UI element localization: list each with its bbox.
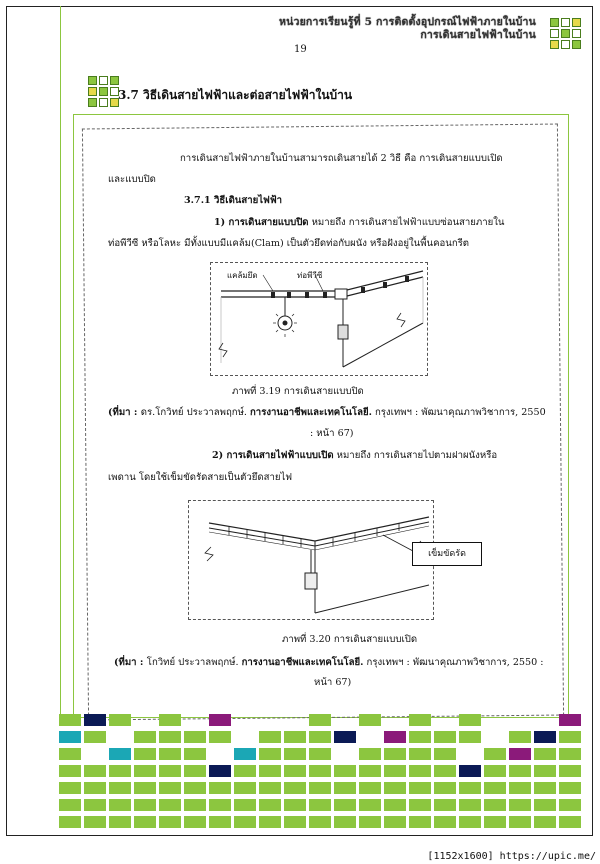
decorative-tile-pattern	[59, 712, 584, 834]
src1-book: การงานอาชีพและเทคโนโลยี.	[250, 407, 372, 418]
figure-open-wiring	[188, 500, 434, 620]
pattern-tile	[309, 782, 331, 794]
pattern-tile	[184, 731, 206, 743]
pattern-tile	[384, 765, 406, 777]
pattern-tile	[509, 731, 531, 743]
pattern-tile	[59, 799, 81, 811]
pattern-tile	[209, 765, 231, 777]
src1-author: ดร.โกวิทย์ ประวาลพฤกษ์.	[140, 407, 250, 418]
pattern-tile	[559, 714, 581, 726]
pattern-tile	[284, 782, 306, 794]
pattern-tile	[559, 748, 581, 760]
fig1-clamp-label: แคล้มยึด	[227, 271, 258, 280]
pattern-tile	[134, 799, 156, 811]
pattern-tile	[159, 816, 181, 828]
pattern-tile	[409, 765, 431, 777]
pattern-tile	[309, 731, 331, 743]
pattern-tile	[359, 799, 381, 811]
pattern-tile	[59, 731, 81, 743]
pattern-tile	[409, 748, 431, 760]
pattern-tile	[359, 748, 381, 760]
pattern-tile	[459, 799, 481, 811]
content-dashed-frame	[82, 124, 564, 721]
pattern-tile	[109, 816, 131, 828]
pattern-tile	[484, 816, 506, 828]
item1-line-1	[214, 216, 505, 230]
pattern-tile	[309, 748, 331, 760]
pattern-tile	[359, 782, 381, 794]
pattern-tile	[109, 748, 131, 760]
pattern-tile	[84, 816, 106, 828]
pattern-tile	[184, 799, 206, 811]
pattern-tile	[459, 782, 481, 794]
pattern-tile	[534, 799, 556, 811]
subheading: 3.7.1 วิธีเดินสายไฟฟ้า	[184, 195, 283, 206]
section-title: 3.7 วิธีเดินสายไฟฟ้าและต่อสายไฟฟ้าในบ้าน	[118, 88, 353, 102]
src1-rest: กรุงเทพฯ : พัฒนาคุณภาพวิชาการ, 2550	[371, 407, 546, 418]
pattern-tile	[84, 731, 106, 743]
pattern-tile	[159, 765, 181, 777]
watermark-text: [1152x1600] https://upic.me/	[427, 851, 596, 862]
pattern-tile	[559, 816, 581, 828]
src2-book: การงานอาชีพและเทคโนโลยี.	[241, 657, 364, 668]
header-unit-title: หน่วยการเรียนรู้ที่ 5 การติดตั้งอุปกรณ์ไฟฟ้าภายในบ้าน	[278, 16, 536, 28]
running-header	[279, 16, 536, 42]
item1-line-2: ท่อพีวีซี หรือโลหะ มีทั้งแบบมีแคล้ม(Clam) เป็นตัวยึดท่อกับผนัง หรือฝังอยู่ในพื้นคอนกรีต	[108, 238, 470, 249]
pattern-tile	[259, 816, 281, 828]
open-wiring-illustration	[189, 501, 433, 619]
pattern-tile	[509, 748, 531, 760]
pattern-tile	[134, 731, 156, 743]
pattern-tile	[184, 816, 206, 828]
pattern-tile	[309, 799, 331, 811]
section-logo-icon	[88, 76, 119, 107]
figure-3-19-source-tail: : หน้า 67)	[310, 428, 354, 439]
pattern-tile	[384, 799, 406, 811]
item2-line-2: เพดาน โดยใช้เข็มขัดรัดสายเป็นตัวยึดสายไฟ	[108, 472, 293, 483]
figure-3-19-source	[108, 406, 546, 420]
pattern-tile	[159, 748, 181, 760]
belt-clip-callout: เข็มขัดรัด	[412, 542, 482, 566]
pattern-tile	[259, 765, 281, 777]
pattern-tile	[259, 782, 281, 794]
pattern-tile	[459, 816, 481, 828]
pattern-tile	[384, 731, 406, 743]
pattern-tile	[309, 816, 331, 828]
pattern-tile	[359, 816, 381, 828]
pattern-tile	[334, 765, 356, 777]
intro-line-1: การเดินสายไฟฟ้าภายในบ้านสามารถเดินสายได้ 2 วิธี คือ การเดินสายแบบเปิด	[180, 153, 503, 164]
header-logo-icon	[550, 18, 581, 49]
src2-rest: กรุงเทพฯ : พัฒนาคุณภาพวิชาการ, 2550 :	[363, 657, 544, 668]
pattern-tile	[434, 799, 456, 811]
pattern-tile	[509, 765, 531, 777]
pattern-tile	[409, 731, 431, 743]
pattern-tile	[559, 799, 581, 811]
pattern-tile	[209, 731, 231, 743]
pattern-tile	[159, 799, 181, 811]
pattern-tile	[434, 816, 456, 828]
pattern-tile	[134, 748, 156, 760]
pattern-tile	[159, 731, 181, 743]
pattern-tile	[109, 782, 131, 794]
pattern-tile	[134, 816, 156, 828]
pattern-tile	[134, 782, 156, 794]
pattern-tile	[234, 799, 256, 811]
pattern-tile	[134, 765, 156, 777]
pattern-tile	[109, 765, 131, 777]
pattern-tile	[284, 765, 306, 777]
pattern-tile	[184, 782, 206, 794]
fig1-pipe-label: ท่อพีวีซี	[297, 271, 323, 280]
figure-3-20-caption: ภาพที่ 3.20 การเดินสายแบบเปิด	[282, 634, 418, 645]
pattern-tile	[334, 816, 356, 828]
pattern-tile	[559, 782, 581, 794]
pattern-tile	[409, 782, 431, 794]
margin-rule	[60, 6, 61, 716]
page-number: 19	[294, 44, 307, 55]
pattern-tile	[534, 782, 556, 794]
pattern-tile	[434, 782, 456, 794]
src1-prefix: (ที่มา :	[108, 407, 141, 418]
pattern-tile	[234, 816, 256, 828]
pattern-tile	[209, 799, 231, 811]
pattern-tile	[59, 714, 81, 726]
pattern-tile	[559, 731, 581, 743]
figure-3-20-source-tail: หน้า 67)	[314, 677, 352, 688]
pattern-tile	[59, 765, 81, 777]
pattern-tile	[309, 765, 331, 777]
pattern-tile	[284, 748, 306, 760]
pattern-tile	[359, 765, 381, 777]
figure-closed-wiring	[210, 262, 428, 376]
pattern-tile	[434, 748, 456, 760]
item2-line-1	[212, 449, 497, 463]
src2-author: โกวิทย์ ประวาลพฤกษ์.	[146, 657, 242, 668]
pattern-tile	[534, 816, 556, 828]
pattern-tile	[359, 714, 381, 726]
item1-label: 1) การเดินสายแบบปิด	[214, 217, 309, 228]
pattern-tile	[284, 799, 306, 811]
pattern-tile	[334, 799, 356, 811]
figure-3-20-source	[114, 656, 544, 670]
pattern-tile	[209, 714, 231, 726]
pattern-tile	[184, 765, 206, 777]
pattern-tile	[384, 782, 406, 794]
pattern-tile	[84, 714, 106, 726]
pattern-tile	[159, 714, 181, 726]
pattern-tile	[534, 765, 556, 777]
pattern-tile	[484, 799, 506, 811]
pattern-tile	[509, 799, 531, 811]
pattern-tile	[484, 765, 506, 777]
pattern-tile	[434, 731, 456, 743]
pattern-tile	[409, 799, 431, 811]
pattern-tile	[209, 782, 231, 794]
pattern-tile	[259, 748, 281, 760]
pattern-tile	[284, 816, 306, 828]
pattern-tile	[109, 714, 131, 726]
pattern-tile	[59, 782, 81, 794]
pattern-tile	[309, 714, 331, 726]
pattern-tile	[459, 765, 481, 777]
item2-label: 2) การเดินสายไฟฟ้าแบบเปิด	[212, 450, 334, 461]
pattern-tile	[59, 748, 81, 760]
pattern-tile	[84, 782, 106, 794]
pattern-tile	[284, 731, 306, 743]
pattern-tile	[409, 714, 431, 726]
pattern-tile	[334, 782, 356, 794]
pattern-tile	[84, 799, 106, 811]
pattern-tile	[459, 731, 481, 743]
header-topic-title: การเดินสายไฟฟ้าในบ้าน	[420, 29, 536, 41]
figure-3-19-caption: ภาพที่ 3.19 การเดินสายแบบปิด	[232, 386, 364, 397]
pattern-tile	[559, 765, 581, 777]
pattern-tile	[184, 748, 206, 760]
item2-text: หมายถึง การเดินสายไปตามฝาผนังหรือ	[333, 450, 498, 461]
pattern-tile	[459, 714, 481, 726]
pattern-tile	[59, 816, 81, 828]
pattern-tile	[484, 748, 506, 760]
pattern-tile	[84, 765, 106, 777]
pattern-tile	[534, 731, 556, 743]
pattern-tile	[509, 782, 531, 794]
item1-text: หมายถึง การเดินสายไฟฟ้าแบบซ่อนสายภายใน	[308, 217, 505, 228]
pattern-tile	[434, 765, 456, 777]
pattern-tile	[384, 748, 406, 760]
pattern-tile	[234, 765, 256, 777]
pattern-tile	[109, 799, 131, 811]
pattern-tile	[334, 731, 356, 743]
src2-prefix: (ที่มา :	[114, 657, 147, 668]
intro-line-2: และแบบปิด	[108, 174, 156, 185]
pattern-tile	[234, 782, 256, 794]
pattern-tile	[259, 799, 281, 811]
pattern-tile	[484, 782, 506, 794]
pattern-tile	[234, 748, 256, 760]
pattern-tile	[384, 816, 406, 828]
pattern-tile	[509, 816, 531, 828]
pattern-tile	[159, 782, 181, 794]
pattern-tile	[409, 816, 431, 828]
pattern-tile	[209, 816, 231, 828]
pattern-tile	[534, 748, 556, 760]
pattern-tile	[259, 731, 281, 743]
